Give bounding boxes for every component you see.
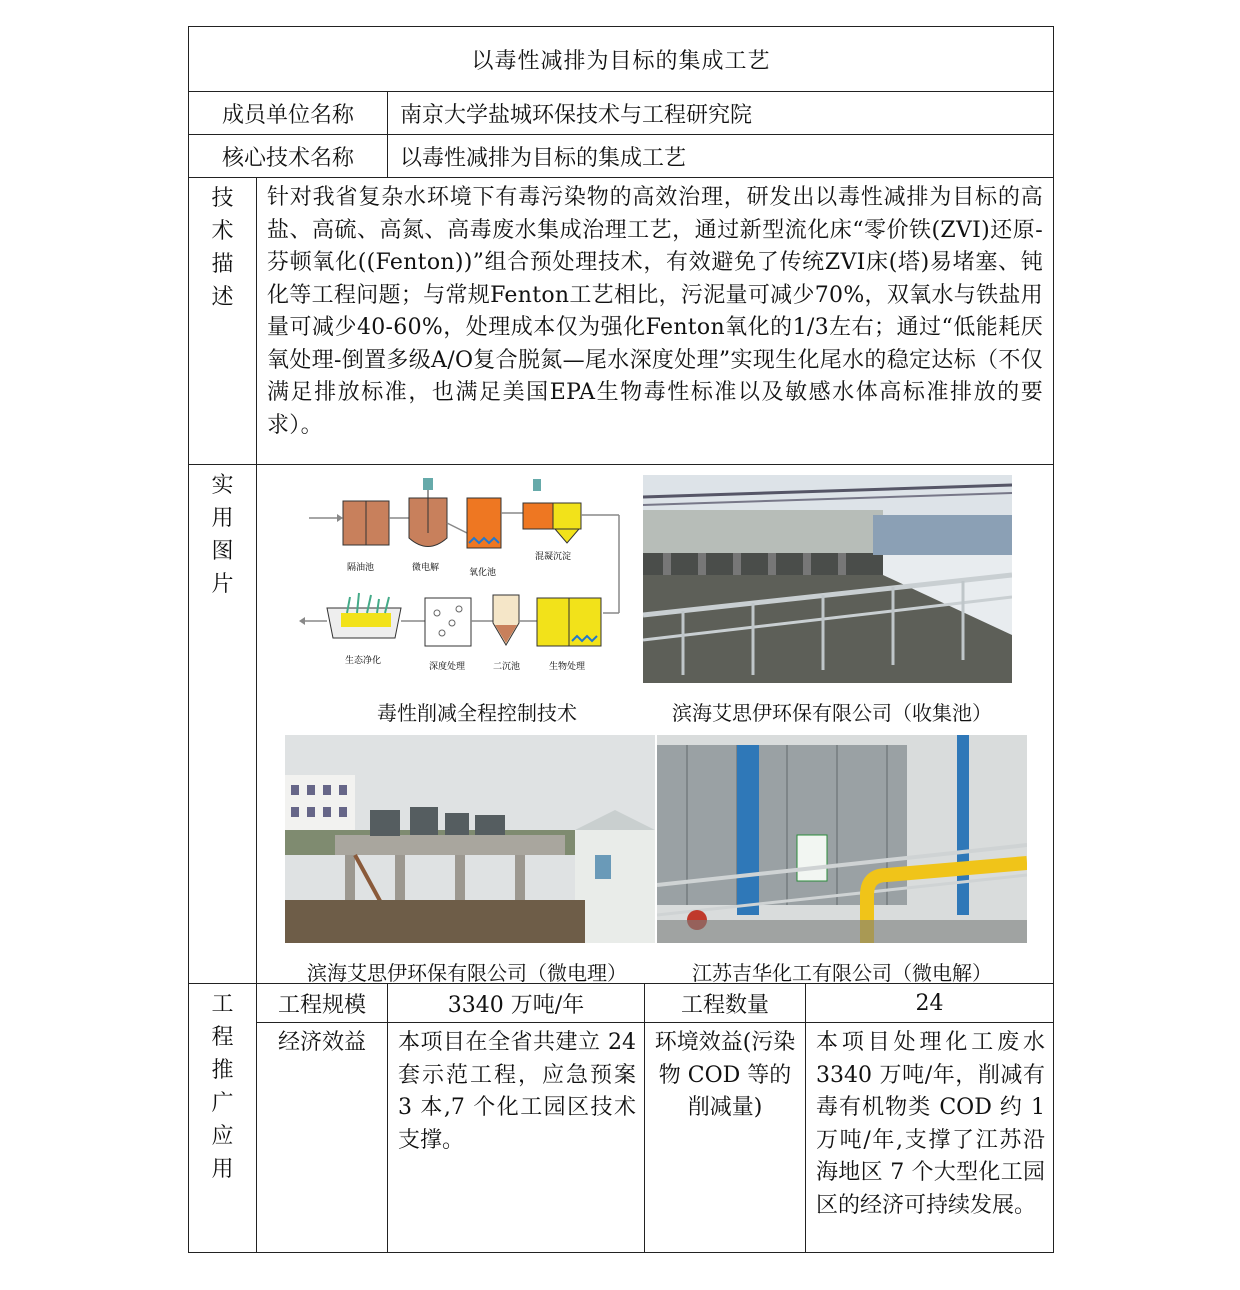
project-sheet bbox=[188, 26, 1054, 1253]
micro-electrolysis-photo bbox=[657, 735, 1027, 943]
caption-site: 滨海艾思伊环保有限公司（微电理） bbox=[307, 961, 627, 985]
member-label: 成员单位名称 bbox=[189, 92, 388, 135]
economic-benefit-label: 经济效益 bbox=[257, 1023, 388, 1253]
caption-micro-electrolysis: 江苏吉华化工有限公司（微电解） bbox=[692, 961, 992, 985]
caption-process-diagram: 毒性削减全程控制技术 bbox=[377, 701, 577, 725]
application-label: 工 程 推 广 应 用 bbox=[189, 984, 257, 1253]
unit-label: 隔油池 bbox=[347, 563, 375, 573]
pictures-label: 实 用 图 片 bbox=[189, 465, 257, 984]
process-flow-diagram bbox=[297, 473, 632, 678]
unit-label: 二沉池 bbox=[493, 662, 521, 672]
member-value: 南京大学盐城环保技术与工程研究院 bbox=[388, 92, 1054, 135]
unit-label: 深度处理 bbox=[429, 662, 466, 672]
environmental-benefit-text: 本项目处理化工废水 3340 万吨/年，削减有毒有机物类 COD 约 1 万吨/年,支撑了江苏沿海地区 7 个大型化工园区的经济可持续发展。 bbox=[806, 1023, 1054, 1253]
economic-benefit-text: 本项目在全省共建立 24 套示范工程，应急预案 3 本,7 个化工园区技术支撑。 bbox=[388, 1023, 645, 1253]
collection-tank-photo bbox=[643, 475, 1012, 683]
core-tech-value: 以毒性减排为目标的集成工艺 bbox=[388, 135, 1054, 178]
count-value: 24 bbox=[806, 984, 1054, 1023]
pictures-area bbox=[257, 465, 1054, 984]
description-label: 技 术 描 述 bbox=[189, 178, 257, 465]
scale-value: 3340 万吨/年 bbox=[388, 984, 645, 1023]
construction-site-photo bbox=[285, 735, 655, 943]
unit-label: 生物处理 bbox=[549, 662, 586, 672]
unit-label: 氧化池 bbox=[469, 568, 497, 578]
scale-label: 工程规模 bbox=[257, 984, 388, 1023]
unit-label: 微电解 bbox=[412, 563, 440, 573]
count-label: 工程数量 bbox=[645, 984, 806, 1023]
caption-collection-tank: 滨海艾思伊环保有限公司（收集池） bbox=[672, 701, 992, 725]
sheet-title: 以毒性减排为目标的集成工艺 bbox=[189, 27, 1054, 92]
environmental-benefit-label: 环境效益(污染物 COD 等的削减量) bbox=[645, 1023, 806, 1253]
core-tech-label: 核心技术名称 bbox=[189, 135, 388, 178]
unit-label: 生态净化 bbox=[345, 656, 382, 666]
description-text: 针对我省复杂水环境下有毒污染物的高效治理，研发出以毒性减排为目标的高盐、高硫、高氮、高毒废水集成治理工艺，通过新型流化床“零价铁(ZVI)还原-芬顿氧化((Fenton))”组合预处理技术，有效避免了传统ZVI床(塔)易堵塞、钝化等工程问题；与常规Fenton工艺相比，污泥量可减少70%，双氧水与铁盐用量可减少40-60%，处理成本仅为强化Fenton氧化的1/3左右；通过“低能耗厌氧处理-倒置多级A/O复合脱氮—尾水深度处理”实现生化尾水的稳定达标（不仅满足排放标准，也满足美国EPA生物毒性标准以及敏感水体高标准排放的要求）。 bbox=[257, 178, 1054, 465]
unit-label: 混凝沉淀 bbox=[535, 552, 572, 562]
